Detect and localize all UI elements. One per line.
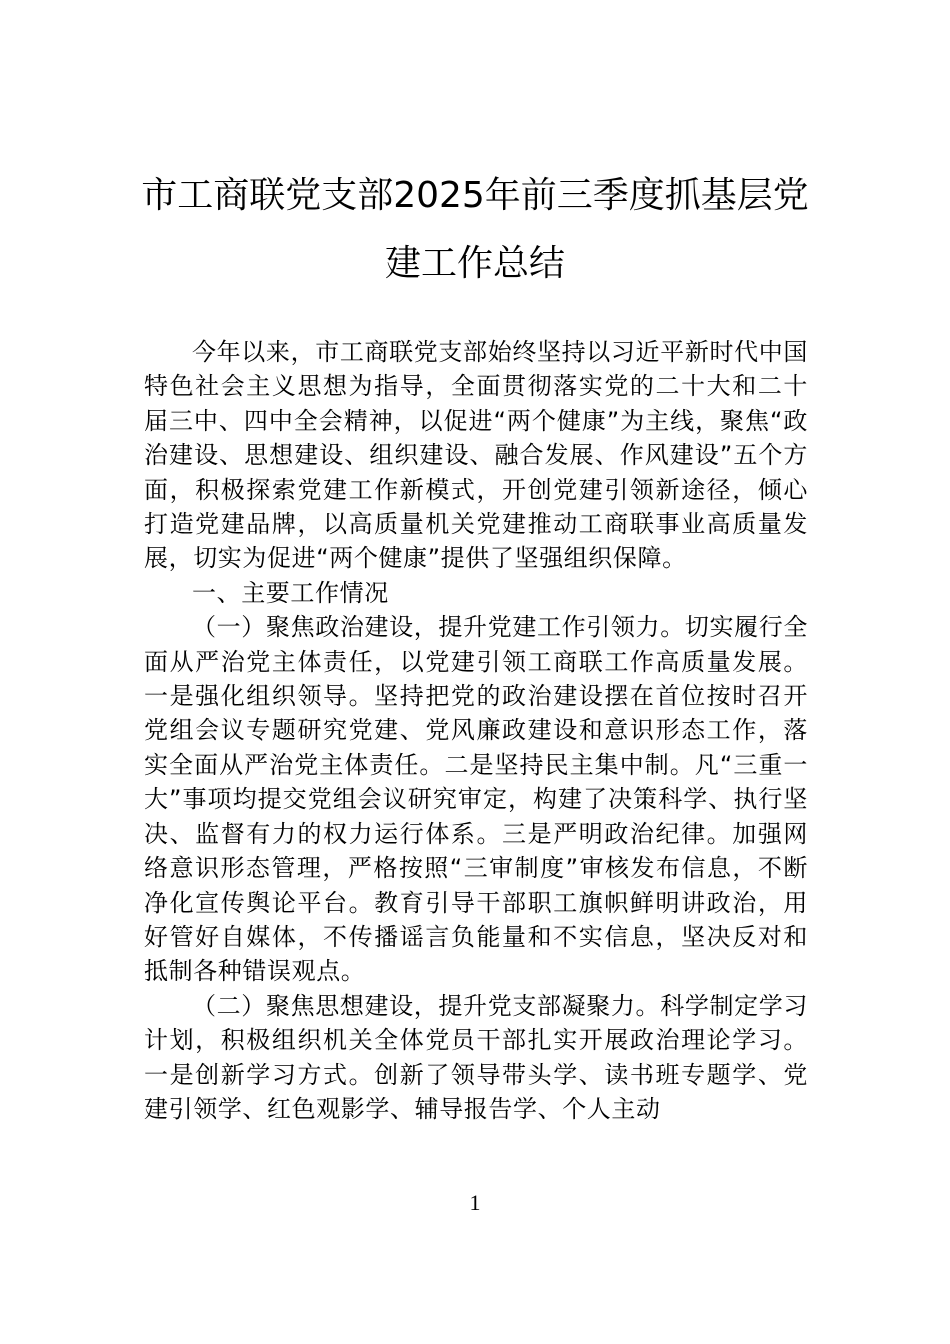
paragraph-political-building: （一）聚焦政治建设，提升党建工作引领力。切实履行全面从严治党主体责任，以党建引领工商联工作高质量发展。一是强化组织领导。坚持把党的政治建设摆在首位按时召开党组会议专题研究党建、党风廉政建设和意识形态工作，落实全面从严治党主体责任。二是坚持民主集中制。凡“三重一大”事项均提交党组会议研究审定，构建了决策科学、执行坚决、监督有力的权力运行体系。三是严明政治纪律。加强网络意识形态管理，严格按照“三审制度”审核发布信息，不断净化宣传舆论平台。教育引导干部职工旗帜鲜明讲政治，用好管好自媒体，不传播谣言负能量和不实信息，坚决反对和抵制各种错误观点。 [144,613,808,986]
document-title-line-1: 市工商联党支部2025年前三季度抓基层党 [141,175,809,216]
paragraph-ideological-building: （二）聚焦思想建设，提升党支部凝聚力。科学制定学习计划，积极组织机关全体党员干部扎实开展政治理论学习。一是创新学习方式。创新了领导带头学、读书班专题学、党建引领学、红色观影学、辅导报告学、个人主动 [144,991,808,1123]
document-body [144,335,808,1126]
document-title-line-2: 建工作总结 [384,243,565,284]
page-number: 1 [469,1190,481,1215]
intro-paragraph: 今年以来，市工商联党支部始终坚持以习近平新时代中国特色社会主义思想为指导，全面贯彻落实党的二十大和二十届三中、四中全会精神，以促进“两个健康”为主线，聚焦“政治建设、思想建设、组织建设、融合发展、作风建设”五个方面，积极探索党建工作新模式，开创党建引领新途径，倾心打造党建品牌，以高质量机关党建推动工商联事业高质量发展，切实为促进“两个健康”提供了坚强组织保障。 [144,338,808,573]
section-heading-main-work: 一、主要工作情况 [192,578,389,607]
